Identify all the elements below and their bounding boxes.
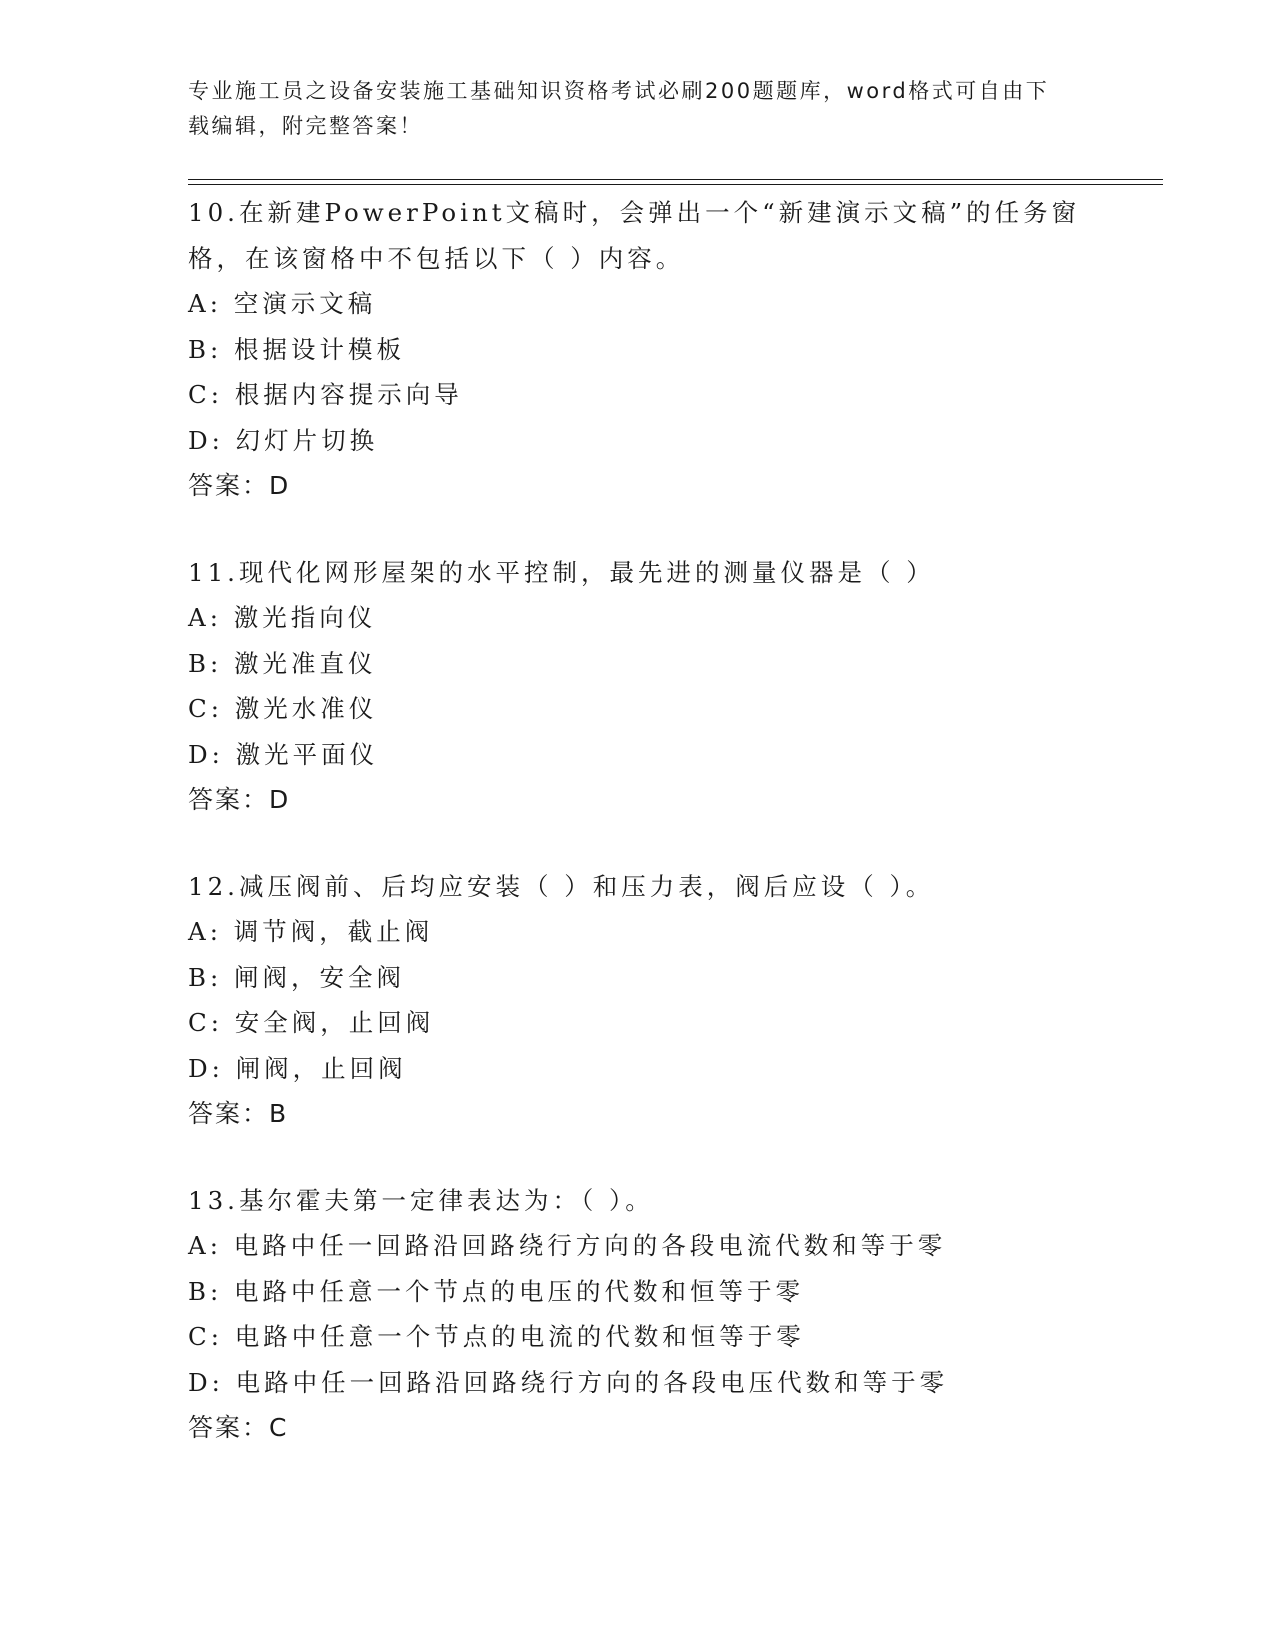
question-stem: 11.现代化网形屋架的水平控制，最先进的测量仪器是（ ） bbox=[188, 557, 935, 587]
option-c: C: 安全阀，止回阀 bbox=[188, 1008, 435, 1037]
option-d: D: 激光平面仪 bbox=[188, 739, 379, 769]
header-divider-bottom bbox=[188, 184, 1163, 185]
option-a: A: 激光指向仪 bbox=[188, 603, 377, 632]
option-b: B: 电路中任意一个节点的电压的代数和恒等于零 bbox=[188, 1276, 805, 1306]
answer-line: 答案：C bbox=[188, 1413, 289, 1442]
option-a: A: 电路中任一回路沿回路绕行方向的各段电流代数和等于零 bbox=[188, 1231, 947, 1260]
option-d: D: 闸阀，止回阀 bbox=[188, 1053, 407, 1083]
option-a: A: 空演示文稿 bbox=[188, 289, 377, 318]
option-b: B: 根据设计模板 bbox=[188, 334, 406, 364]
option-b: B: 激光准直仪 bbox=[188, 648, 377, 678]
header-divider-top bbox=[188, 179, 1163, 180]
answer-line: 答案：B bbox=[188, 1099, 289, 1128]
question-block bbox=[188, 1178, 1088, 1451]
question-block bbox=[188, 190, 1088, 509]
answer-line: 答案：D bbox=[188, 471, 291, 500]
option-c: C: 根据内容提示向导 bbox=[188, 380, 463, 409]
option-c: C: 激光水准仪 bbox=[188, 694, 378, 723]
option-a: A: 调节阀，截止阀 bbox=[188, 917, 434, 946]
option-c: C: 电路中任意一个节点的电流的代数和恒等于零 bbox=[188, 1322, 805, 1351]
question-block bbox=[188, 550, 1088, 823]
answer-line: 答案：D bbox=[188, 785, 291, 814]
option-d: D: 幻灯片切换 bbox=[188, 425, 379, 455]
option-b: B: 闸阀，安全阀 bbox=[188, 962, 406, 992]
question-stem: 10.在新建PowerPoint文稿时，会弹出一个“新建演示文稿”的任务窗格，在该窗格中不包括以下（ ）内容。 bbox=[188, 198, 1081, 273]
question-stem: 13.基尔霍夫第一定律表达为：（ ）。 bbox=[188, 1185, 654, 1215]
question-stem: 12.减压阀前、后均应安装（ ）和压力表，阀后应设（ ）。 bbox=[188, 871, 935, 901]
question-block bbox=[188, 864, 1088, 1137]
question-list bbox=[188, 190, 1088, 1492]
option-d: D: 电路中任一回路沿回路绕行方向的各段电压代数和等于零 bbox=[188, 1367, 949, 1397]
document-header: 专业施工员之设备安装施工基础知识资格考试必刷200题题库，word格式可自由下载编辑，附完整答案！ bbox=[188, 79, 1050, 138]
